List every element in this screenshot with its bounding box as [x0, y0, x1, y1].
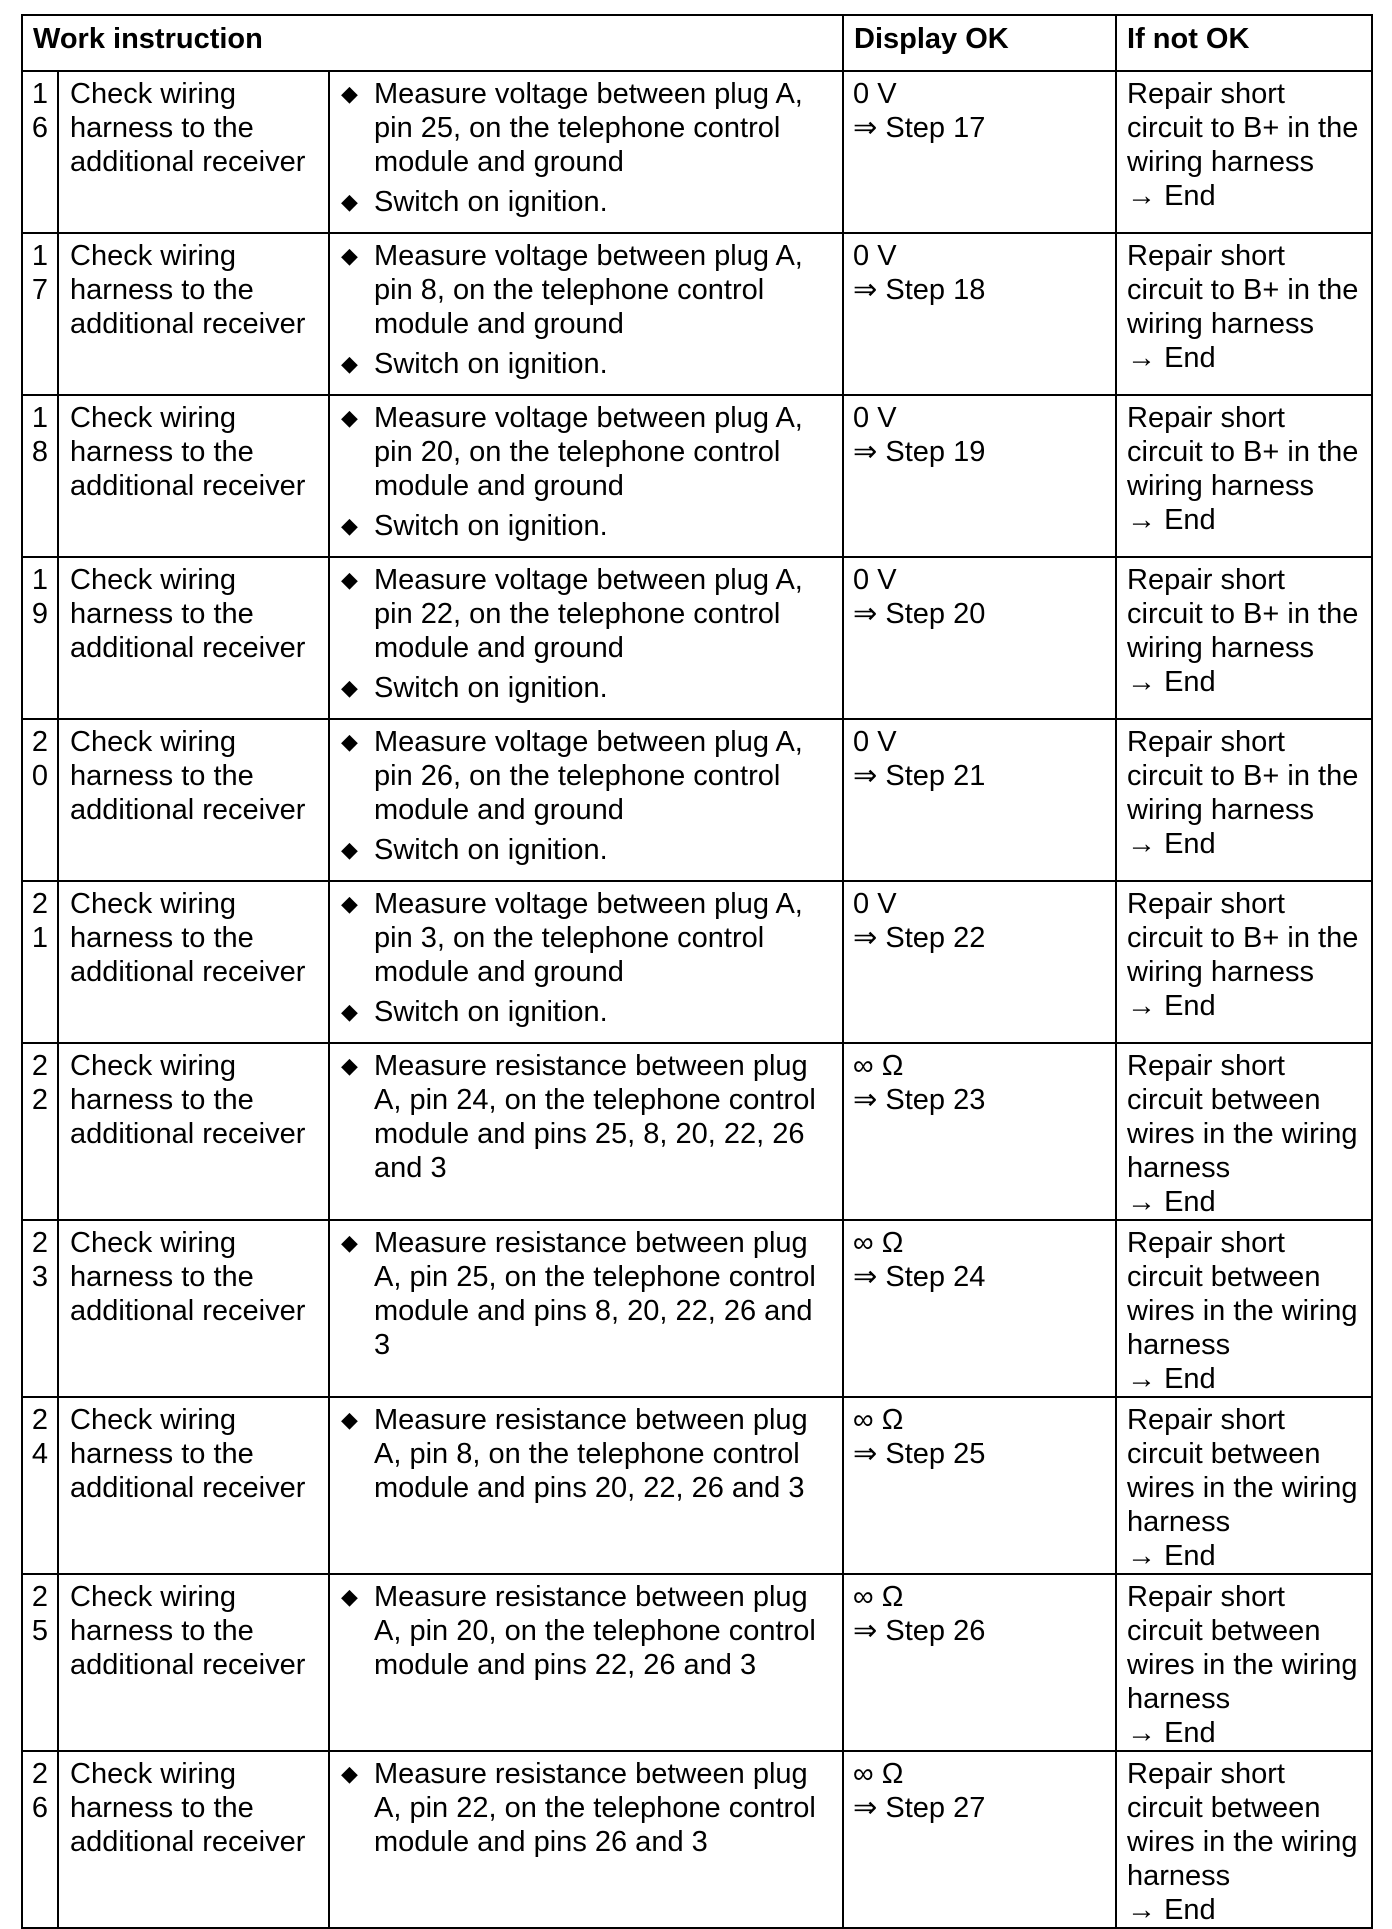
step-number-digit: 1	[31, 240, 49, 272]
step-instructions	[329, 395, 843, 557]
diamond-bullet-icon: ◆	[341, 1053, 358, 1078]
repair-action: Repair short circuit to B+ in the wiring harness	[1127, 726, 1359, 826]
instruction-text: Measure resistance between plug A, pin 20, on the telephone control module and pins 22, 26 and 3	[374, 1581, 816, 1681]
next-step: ⇒ Step 26	[853, 1615, 986, 1647]
expected-value: 0 V	[853, 402, 897, 434]
if-not-ok-cell	[1116, 233, 1372, 395]
end-marker: → End	[1127, 1363, 1216, 1395]
table-row	[22, 1574, 1372, 1751]
if-not-ok-cell	[1116, 395, 1372, 557]
if-not-ok-cell	[1116, 1751, 1372, 1928]
repair-action: Repair short circuit to B+ in the wiring harness	[1127, 402, 1359, 502]
diamond-bullet-icon: ◆	[341, 243, 358, 268]
step-description: Check wiring harness to the additional receiver	[58, 1220, 329, 1397]
expected-value: 0 V	[853, 78, 897, 110]
if-not-ok-cell	[1116, 1574, 1372, 1751]
end-marker: → End	[1127, 342, 1216, 374]
diamond-bullet-icon: ◆	[341, 351, 358, 376]
instruction-item	[341, 671, 836, 705]
end-marker: → End	[1127, 1717, 1216, 1749]
step-number	[22, 881, 58, 1043]
instruction-text: Measure resistance between plug A, pin 24, on the telephone control module and pins 25, 8, 20, 22, 26 and 3	[374, 1050, 816, 1184]
display-ok-cell	[843, 881, 1116, 1043]
next-step: ⇒ Step 25	[853, 1438, 986, 1470]
step-description: Check wiring harness to the additional receiver	[58, 1043, 329, 1220]
instruction-item	[341, 725, 836, 827]
instruction-item	[341, 1403, 836, 1505]
instruction-item	[341, 1226, 836, 1362]
step-description: Check wiring harness to the additional receiver	[58, 881, 329, 1043]
table-row	[22, 1043, 1372, 1220]
step-number-digit: 9	[31, 598, 49, 630]
step-number-digit: 0	[31, 760, 49, 792]
display-ok-cell	[843, 71, 1116, 233]
table-row	[22, 1220, 1372, 1397]
step-description: Check wiring harness to the additional receiver	[58, 71, 329, 233]
step-number	[22, 1751, 58, 1928]
instruction-text: Switch on ignition.	[374, 834, 608, 866]
instruction-text: Switch on ignition.	[374, 348, 608, 380]
step-number-digit: 7	[31, 274, 49, 306]
expected-value: 0 V	[853, 240, 897, 272]
instruction-item	[341, 401, 836, 503]
repair-action: Repair short circuit between wires in the wiring harness	[1127, 1581, 1358, 1715]
next-step: ⇒ Step 19	[853, 436, 986, 468]
end-marker: → End	[1127, 1894, 1216, 1926]
diamond-bullet-icon: ◆	[341, 405, 358, 430]
step-description: Check wiring harness to the additional receiver	[58, 233, 329, 395]
end-marker: → End	[1127, 504, 1216, 536]
step-instructions	[329, 1397, 843, 1574]
instruction-text: Measure voltage between plug A, pin 26, on the telephone control module and ground	[374, 726, 803, 826]
instruction-text: Measure resistance between plug A, pin 22, on the telephone control module and pins 26 and 3	[374, 1758, 816, 1858]
expected-value: ∞ Ω	[853, 1404, 904, 1436]
diamond-bullet-icon: ◆	[341, 891, 358, 916]
next-step: ⇒ Step 23	[853, 1084, 986, 1116]
expected-value: ∞ Ω	[853, 1050, 904, 1082]
table-row	[22, 395, 1372, 557]
repair-action: Repair short circuit between wires in the wiring harness	[1127, 1227, 1358, 1361]
step-number	[22, 233, 58, 395]
header-if-not-ok: If not OK	[1116, 15, 1372, 71]
instruction-item	[341, 563, 836, 665]
step-number-digit: 5	[31, 1615, 49, 1647]
display-ok-cell	[843, 719, 1116, 881]
next-step: ⇒ Step 22	[853, 922, 986, 954]
next-step: ⇒ Step 17	[853, 112, 986, 144]
instruction-text: Switch on ignition.	[374, 510, 608, 542]
step-number	[22, 1574, 58, 1751]
table-header-row	[22, 15, 1372, 71]
step-instructions	[329, 71, 843, 233]
repair-action: Repair short circuit to B+ in the wiring harness	[1127, 240, 1359, 340]
diamond-bullet-icon: ◆	[341, 729, 358, 754]
instruction-item	[341, 1049, 836, 1185]
instruction-item	[341, 347, 836, 381]
table-row	[22, 71, 1372, 233]
end-marker: → End	[1127, 1540, 1216, 1572]
repair-action: Repair short circuit to B+ in the wiring harness	[1127, 888, 1359, 988]
step-number-digit: 3	[31, 1261, 49, 1293]
step-number-digit: 8	[31, 436, 49, 468]
step-number-digit: 2	[31, 1050, 49, 1082]
repair-action: Repair short circuit between wires in the wiring harness	[1127, 1404, 1358, 1538]
if-not-ok-cell	[1116, 1397, 1372, 1574]
instruction-item	[341, 995, 836, 1029]
step-instructions	[329, 719, 843, 881]
instruction-item	[341, 185, 836, 219]
end-marker: → End	[1127, 990, 1216, 1022]
table-row	[22, 881, 1372, 1043]
instruction-text: Measure voltage between plug A, pin 8, on the telephone control module and ground	[374, 240, 803, 340]
step-number-digit: 2	[31, 726, 49, 758]
instruction-text: Measure voltage between plug A, pin 25, on the telephone control module and ground	[374, 78, 803, 178]
instruction-text: Switch on ignition.	[374, 672, 608, 704]
expected-value: 0 V	[853, 888, 897, 920]
instruction-item	[341, 77, 836, 179]
step-number-digit: 1	[31, 564, 49, 596]
expected-value: ∞ Ω	[853, 1581, 904, 1613]
instruction-text: Measure voltage between plug A, pin 3, on the telephone control module and ground	[374, 888, 803, 988]
step-description: Check wiring harness to the additional receiver	[58, 395, 329, 557]
expected-value: ∞ Ω	[853, 1758, 904, 1790]
step-instructions	[329, 881, 843, 1043]
repair-action: Repair short circuit to B+ in the wiring harness	[1127, 78, 1359, 178]
next-step: ⇒ Step 18	[853, 274, 986, 306]
display-ok-cell	[843, 1397, 1116, 1574]
if-not-ok-cell	[1116, 881, 1372, 1043]
expected-value: ∞ Ω	[853, 1227, 904, 1259]
step-number-digit: 4	[31, 1438, 49, 1470]
repair-action: Repair short circuit to B+ in the wiring harness	[1127, 564, 1359, 664]
step-number	[22, 719, 58, 881]
instruction-text: Switch on ignition.	[374, 186, 608, 218]
step-number	[22, 1397, 58, 1574]
display-ok-cell	[843, 1043, 1116, 1220]
diamond-bullet-icon: ◆	[341, 81, 358, 106]
step-instructions	[329, 1574, 843, 1751]
if-not-ok-cell	[1116, 719, 1372, 881]
table-row	[22, 233, 1372, 395]
if-not-ok-cell	[1116, 1220, 1372, 1397]
instruction-item	[341, 1757, 836, 1859]
step-number	[22, 1043, 58, 1220]
expected-value: 0 V	[853, 564, 897, 596]
diamond-bullet-icon: ◆	[341, 1230, 358, 1255]
instruction-text: Measure resistance between plug A, pin 8, on the telephone control module and pins 20, 22, 26 and 3	[374, 1404, 808, 1504]
header-display-ok: Display OK	[843, 15, 1116, 71]
instruction-text: Switch on ignition.	[374, 996, 608, 1028]
next-step: ⇒ Step 27	[853, 1792, 986, 1824]
step-instructions	[329, 557, 843, 719]
if-not-ok-cell	[1116, 71, 1372, 233]
step-number-digit: 2	[31, 1227, 49, 1259]
step-description: Check wiring harness to the additional receiver	[58, 1751, 329, 1928]
next-step: ⇒ Step 24	[853, 1261, 986, 1293]
step-number	[22, 1220, 58, 1397]
step-number-digit: 1	[31, 922, 49, 954]
expected-value: 0 V	[853, 726, 897, 758]
step-description: Check wiring harness to the additional receiver	[58, 557, 329, 719]
step-description: Check wiring harness to the additional receiver	[58, 1397, 329, 1574]
display-ok-cell	[843, 1574, 1116, 1751]
display-ok-cell	[843, 1751, 1116, 1928]
step-number-digit: 2	[31, 1581, 49, 1613]
instruction-text: Measure voltage between plug A, pin 22, on the telephone control module and ground	[374, 564, 803, 664]
table-row	[22, 557, 1372, 719]
step-description: Check wiring harness to the additional receiver	[58, 719, 329, 881]
table-row	[22, 1397, 1372, 1574]
display-ok-cell	[843, 233, 1116, 395]
work-instruction-table	[21, 14, 1373, 1929]
diamond-bullet-icon: ◆	[341, 1407, 358, 1432]
repair-action: Repair short circuit between wires in the wiring harness	[1127, 1758, 1358, 1892]
next-step: ⇒ Step 21	[853, 760, 986, 792]
instruction-item	[341, 239, 836, 341]
step-number	[22, 395, 58, 557]
instruction-item	[341, 887, 836, 989]
diamond-bullet-icon: ◆	[341, 567, 358, 592]
step-number-digit: 6	[31, 112, 49, 144]
end-marker: → End	[1127, 1186, 1216, 1218]
instruction-text: Measure resistance between plug A, pin 25, on the telephone control module and pins 8, 20, 22, 26 and 3	[374, 1227, 816, 1361]
step-instructions	[329, 1751, 843, 1928]
step-number-digit: 2	[31, 1758, 49, 1790]
if-not-ok-cell	[1116, 557, 1372, 719]
instruction-item	[341, 1580, 836, 1682]
table-row	[22, 719, 1372, 881]
table-row	[22, 1751, 1372, 1928]
end-marker: → End	[1127, 180, 1216, 212]
if-not-ok-cell	[1116, 1043, 1372, 1220]
repair-action: Repair short circuit between wires in the wiring harness	[1127, 1050, 1358, 1184]
step-number-digit: 2	[31, 1404, 49, 1436]
step-number-digit: 2	[31, 888, 49, 920]
diamond-bullet-icon: ◆	[341, 1761, 358, 1786]
diamond-bullet-icon: ◆	[341, 189, 358, 214]
instruction-text: Measure voltage between plug A, pin 20, on the telephone control module and ground	[374, 402, 803, 502]
diamond-bullet-icon: ◆	[341, 1584, 358, 1609]
step-number-digit: 1	[31, 78, 49, 110]
step-number-digit: 2	[31, 1084, 49, 1116]
display-ok-cell	[843, 395, 1116, 557]
instruction-item	[341, 509, 836, 543]
step-instructions	[329, 233, 843, 395]
display-ok-cell	[843, 557, 1116, 719]
end-marker: → End	[1127, 666, 1216, 698]
step-instructions	[329, 1043, 843, 1220]
instruction-item	[341, 833, 836, 867]
diamond-bullet-icon: ◆	[341, 513, 358, 538]
diamond-bullet-icon: ◆	[341, 837, 358, 862]
next-step: ⇒ Step 20	[853, 598, 986, 630]
end-marker: → End	[1127, 828, 1216, 860]
step-number	[22, 71, 58, 233]
display-ok-cell	[843, 1220, 1116, 1397]
step-description: Check wiring harness to the additional receiver	[58, 1574, 329, 1751]
step-number	[22, 557, 58, 719]
header-work-instruction: Work instruction	[22, 15, 843, 71]
diamond-bullet-icon: ◆	[341, 999, 358, 1024]
diamond-bullet-icon: ◆	[341, 675, 358, 700]
step-number-digit: 1	[31, 402, 49, 434]
step-number-digit: 6	[31, 1792, 49, 1824]
step-instructions	[329, 1220, 843, 1397]
